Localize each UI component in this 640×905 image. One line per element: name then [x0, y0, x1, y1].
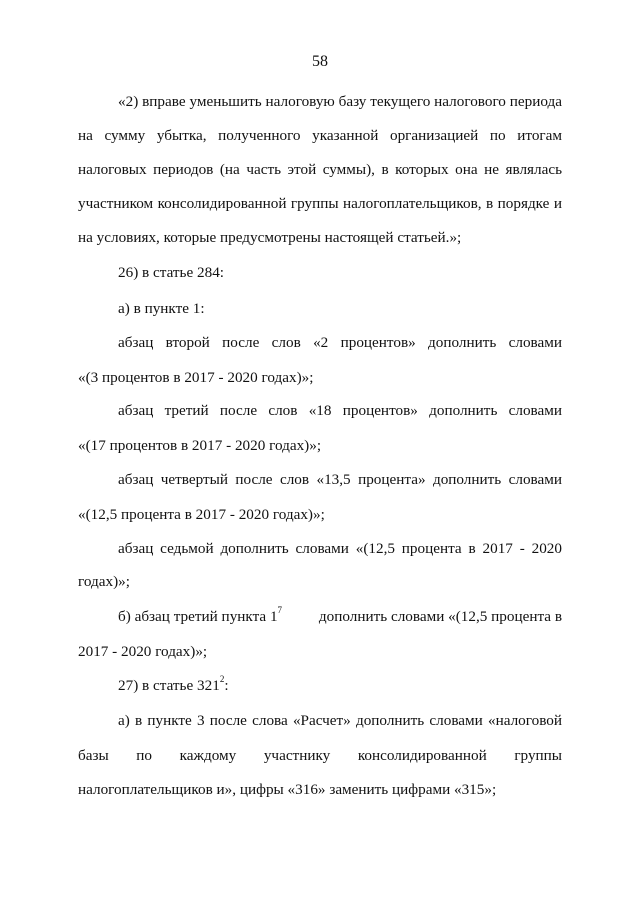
text-line: на условиях, которые предусмотрены настоящей статьей.»; [78, 229, 462, 246]
text-line: участником консолидированной группы налогоплательщиков, в порядке и [78, 195, 562, 212]
text-line: 26) в статье 284: [118, 264, 225, 281]
text-line: а) в пункте 3 после слова «Расчет» дополнить словами «налоговой [118, 712, 562, 729]
text-line: абзац четвертый после слов «13,5 процента» дополнить словами [118, 471, 562, 488]
text-line: абзац седьмой дополнить словами «(12,5 процента в 2017 - 2020 [118, 540, 562, 557]
text-line: «(12,5 процента в 2017 - 2020 годах)»; [78, 506, 325, 523]
text-segment: б) абзац третий пункта $1^7$ [118, 605, 283, 625]
text-line: налоговых периодов (на часть этой суммы), в которых она не являлась [78, 161, 562, 178]
text-line: «(3 процентов в 2017 - 2020 годах)»; [78, 369, 314, 386]
text-line: «(17 процентов в 2017 - 2020 годах)»; [78, 437, 322, 454]
text-line: годах)»; [78, 573, 130, 590]
text-line: 27) в статье $321^2$: [118, 674, 229, 694]
page-number: 58 [312, 53, 328, 70]
superscript: 7 [277, 605, 283, 615]
superscript: 2 [219, 674, 225, 684]
text-line: налогоплательщиков и», цифры «316» заменить цифрами «315»; [78, 781, 497, 798]
text-line: абзац третий после слов «18 процентов» дополнить словами [118, 402, 562, 419]
text-segment: дополнить словами «(12,5 процента в [318, 608, 562, 625]
text-line: абзац второй после слов «2 процентов» дополнить словами [118, 334, 562, 351]
text-line: на сумму убытка, полученного указанной организацией по итогам [78, 127, 562, 144]
text-line [118, 607, 562, 627]
text-line: «2) вправе уменьшить налоговую базу текущего налогового периода [118, 93, 562, 110]
text-line: а) в пункте 1: [118, 300, 205, 317]
text-line: 2017 - 2020 годах)»; [78, 643, 208, 660]
text-line: базы по каждому участнику консолидированной группы [78, 747, 562, 764]
